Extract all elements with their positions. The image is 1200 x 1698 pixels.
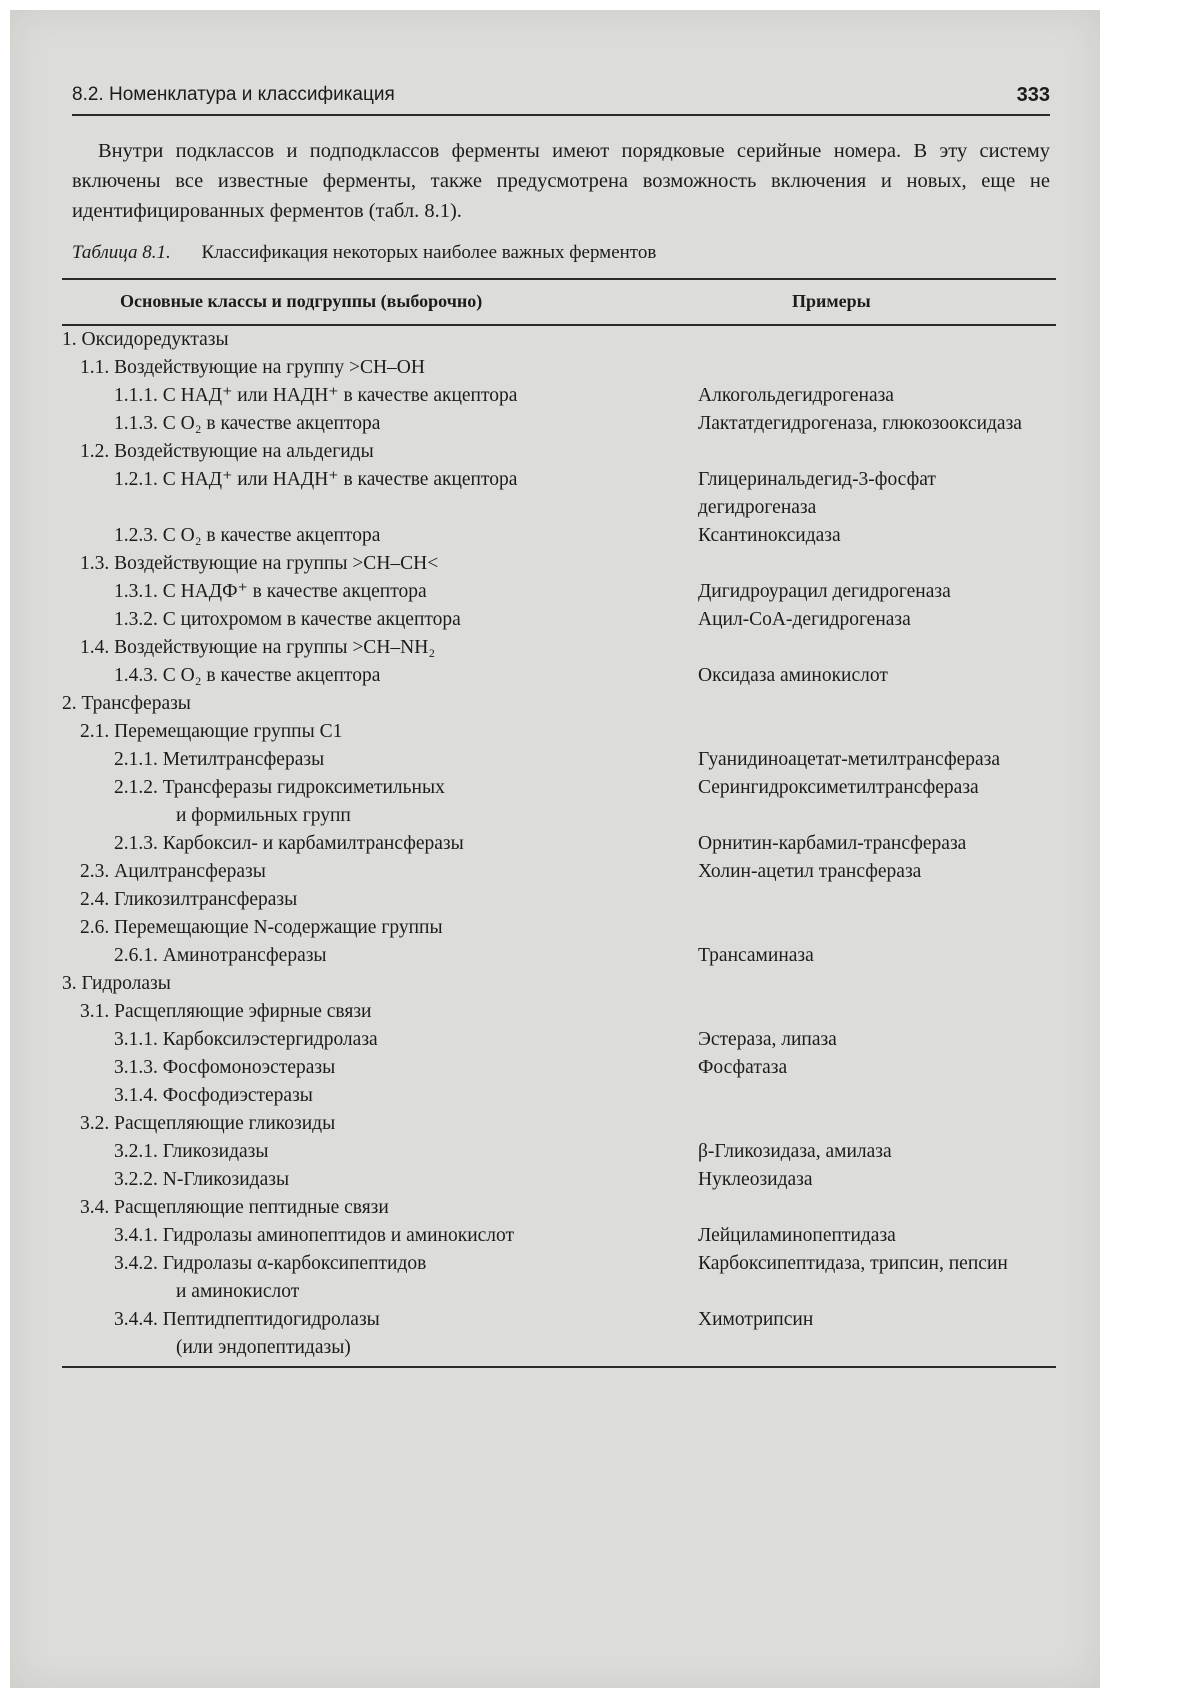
class-cell bbox=[62, 970, 692, 998]
example-cell: Лейциламинопептидаза bbox=[698, 1225, 896, 1246]
class-cell bbox=[62, 1054, 692, 1082]
example-cell: Фосфатаза bbox=[698, 1057, 788, 1078]
class-name: 1.3.1. С НАДФ⁺ в качестве акцептора bbox=[114, 581, 427, 602]
class-name: 1.3.2. С цитохромом в качестве акцептора bbox=[114, 609, 461, 630]
table-row bbox=[62, 634, 1056, 662]
class-name: 1.2. Воздействующие на альдегиды bbox=[80, 441, 374, 462]
class-cell bbox=[62, 830, 692, 858]
class-name: 3.1. Расщепляющие эфирные связи bbox=[80, 1001, 372, 1022]
class-name: 1.4.3. С O₂ в качестве акцептора bbox=[114, 665, 381, 686]
table-row bbox=[62, 606, 1056, 634]
class-cell bbox=[62, 1166, 692, 1194]
example-cell: Лактатдегидрогеназа, глюкозооксидаза bbox=[698, 413, 1022, 434]
example-cell: Серингидроксиметилтрансфераза bbox=[698, 777, 979, 798]
class-cell bbox=[62, 998, 692, 1026]
book-page bbox=[10, 10, 1100, 1688]
table-row bbox=[62, 914, 1056, 942]
table-row bbox=[62, 1110, 1056, 1138]
table-row bbox=[62, 970, 1056, 998]
table-header bbox=[62, 278, 1056, 326]
table-row bbox=[62, 326, 1056, 354]
example-cell: Алкогольдегидрогеназа bbox=[698, 385, 894, 406]
table-row bbox=[62, 690, 1056, 718]
table-row bbox=[62, 466, 1056, 522]
class-cell bbox=[62, 466, 692, 494]
class-name-continuation: и формильных групп bbox=[176, 805, 351, 826]
example-cell: Дигидроурацил дегидрогеназа bbox=[698, 581, 951, 602]
class-cell bbox=[62, 606, 692, 634]
class-cell bbox=[62, 1026, 692, 1054]
class-cell bbox=[62, 550, 692, 578]
class-name: 1.2.1. С НАД⁺ или НАДН⁺ в качестве акцептора bbox=[114, 469, 518, 490]
example-cell: Глицеринальдегид-3-фосфат дегидрогеназа bbox=[698, 469, 936, 518]
table-row bbox=[62, 410, 1056, 438]
class-name: 2.1. Перемещающие группы C1 bbox=[80, 721, 343, 742]
table-row bbox=[62, 578, 1056, 606]
class-cell bbox=[62, 1306, 692, 1362]
class-name: 2.3. Ацилтрансферазы bbox=[80, 861, 266, 882]
class-name: 2.4. Гликозилтрансферазы bbox=[80, 889, 298, 910]
class-name: 1.1.1. С НАД⁺ или НАДН⁺ в качестве акцептора bbox=[114, 385, 518, 406]
class-name: 3.2.2. N-Гликозидазы bbox=[114, 1169, 290, 1190]
page-number: 333 bbox=[1016, 84, 1050, 106]
class-name: 3.4.2. Гидролазы α-карбоксипептидов bbox=[114, 1253, 427, 1274]
table-row bbox=[62, 1194, 1056, 1222]
table-row bbox=[62, 1138, 1056, 1166]
example-cell: Оксидаза аминокислот bbox=[698, 665, 888, 686]
class-name: 2.6. Перемещающие N-содержащие группы bbox=[80, 917, 443, 938]
class-cell bbox=[62, 1194, 692, 1222]
class-cell bbox=[62, 1082, 692, 1110]
example-cell: Эстераза, липаза bbox=[698, 1029, 837, 1050]
class-name: 1.3. Воздействующие на группы >CH–CH< bbox=[80, 553, 439, 574]
class-cell bbox=[62, 410, 692, 438]
table-caption-text: Классификация некоторых наиболее важных ферментов bbox=[201, 242, 657, 263]
class-name: 1.2.3. С O₂ в качестве акцептора bbox=[114, 525, 381, 546]
class-name: 3.1.3. Фосфомоноэстеразы bbox=[114, 1057, 336, 1078]
class-cell bbox=[62, 382, 692, 410]
table-row bbox=[62, 1054, 1056, 1082]
table-row bbox=[62, 942, 1056, 970]
class-name: 2. Трансферазы bbox=[62, 693, 191, 714]
example-cell: β-Гликозидаза, амилаза bbox=[698, 1141, 892, 1162]
example-cell: Химотрипсин bbox=[698, 1309, 814, 1330]
table-row bbox=[62, 522, 1056, 550]
class-name: 3.1.4. Фосфодиэстеразы bbox=[114, 1085, 313, 1106]
class-cell bbox=[62, 774, 692, 830]
class-cell bbox=[62, 690, 692, 718]
class-name: 3.4. Расщепляющие пептидные связи bbox=[80, 1197, 389, 1218]
table-bottom-rule bbox=[62, 1366, 1056, 1368]
table-row bbox=[62, 438, 1056, 466]
example-cell: Орнитин-карбамил-трансфераза bbox=[698, 833, 967, 854]
class-cell bbox=[62, 438, 692, 466]
table-row bbox=[62, 746, 1056, 774]
enzyme-classification-table bbox=[62, 278, 1056, 1368]
column-header-examples: Примеры bbox=[792, 291, 871, 311]
table-row bbox=[62, 718, 1056, 746]
example-cell: Холин-ацетил трансфераза bbox=[698, 861, 922, 882]
class-cell bbox=[62, 326, 692, 354]
running-header bbox=[72, 84, 1050, 116]
table-row bbox=[62, 382, 1056, 410]
example-cell: Ксантиноксидаза bbox=[698, 525, 841, 546]
table-caption bbox=[72, 242, 1050, 264]
example-cell: Ацил-СоА-дегидрогеназа bbox=[698, 609, 911, 630]
table-row bbox=[62, 1306, 1056, 1362]
column-header-classes: Основные классы и подгруппы (выборочно) bbox=[120, 291, 483, 311]
table-row bbox=[62, 1250, 1056, 1306]
class-name: 3.1.1. Карбоксилэстергидролаза bbox=[114, 1029, 378, 1050]
table-row bbox=[62, 774, 1056, 830]
class-cell bbox=[62, 1250, 692, 1306]
class-name: 1. Оксидоредуктазы bbox=[62, 329, 229, 350]
class-name-continuation: (или эндопептидазы) bbox=[176, 1337, 351, 1358]
class-name: 1.1.3. С O₂ в качестве акцептора bbox=[114, 413, 381, 434]
class-name: 2.6.1. Аминотрансферазы bbox=[114, 945, 327, 966]
example-cell: Трансаминаза bbox=[698, 945, 814, 966]
example-cell: Нуклеозидаза bbox=[698, 1169, 813, 1190]
table-row bbox=[62, 550, 1056, 578]
class-name: 3.4.1. Гидролазы аминопептидов и аминокислот bbox=[114, 1225, 515, 1246]
class-cell bbox=[62, 578, 692, 606]
intro-paragraph: Внутри подклассов и подподклассов ферменты имеют порядковые серийные номера. В эту систему включены все известные ферменты, также предусмотрена возможность включения и новых, еще не идентифицированных ферментов (табл. 8.1). bbox=[72, 140, 1050, 222]
class-cell bbox=[62, 942, 692, 970]
class-cell bbox=[62, 522, 692, 550]
class-cell bbox=[62, 354, 692, 382]
class-cell bbox=[62, 886, 692, 914]
class-name: 1.4. Воздействующие на группы >CH–NH₂ bbox=[80, 637, 436, 658]
class-cell bbox=[62, 1138, 692, 1166]
class-name: 2.1.1. Метилтрансферазы bbox=[114, 749, 325, 770]
table-row bbox=[62, 886, 1056, 914]
class-name: 3. Гидролазы bbox=[62, 973, 171, 994]
table-row bbox=[62, 1026, 1056, 1054]
table-row bbox=[62, 354, 1056, 382]
class-cell bbox=[62, 914, 692, 942]
class-cell bbox=[62, 1110, 692, 1138]
table-row bbox=[62, 1082, 1056, 1110]
table-body bbox=[62, 326, 1056, 1362]
table-row bbox=[62, 858, 1056, 886]
class-name: 2.1.2. Трансферазы гидроксиметильных bbox=[114, 777, 445, 798]
table-row bbox=[62, 1222, 1056, 1250]
table-caption-label: Таблица 8.1. bbox=[72, 242, 171, 263]
class-cell bbox=[62, 662, 692, 690]
class-cell bbox=[62, 718, 692, 746]
class-cell bbox=[62, 746, 692, 774]
class-name-continuation: и аминокислот bbox=[176, 1281, 300, 1302]
table-row bbox=[62, 830, 1056, 858]
table-row bbox=[62, 662, 1056, 690]
table-row bbox=[62, 1166, 1056, 1194]
class-cell bbox=[62, 634, 692, 662]
class-name: 3.2. Расщепляющие гликозиды bbox=[80, 1113, 336, 1134]
example-cell: Карбоксипептидаза, трипсин, пепсин bbox=[698, 1253, 1008, 1274]
class-name: 3.2.1. Гликозидазы bbox=[114, 1141, 269, 1162]
class-cell bbox=[62, 1222, 692, 1250]
class-cell bbox=[62, 858, 692, 886]
section-title: 8.2. Номенклатура и классификация bbox=[72, 84, 395, 105]
class-name: 2.1.3. Карбоксил- и карбамилтрансферазы bbox=[114, 833, 464, 854]
class-name: 3.4.4. Пептидпептидогидролазы bbox=[114, 1309, 380, 1330]
table-row bbox=[62, 998, 1056, 1026]
class-name: 1.1. Воздействующие на группу >CH–OH bbox=[80, 357, 425, 378]
example-cell: Гуанидиноацетат-метилтрансфераза bbox=[698, 749, 1000, 770]
